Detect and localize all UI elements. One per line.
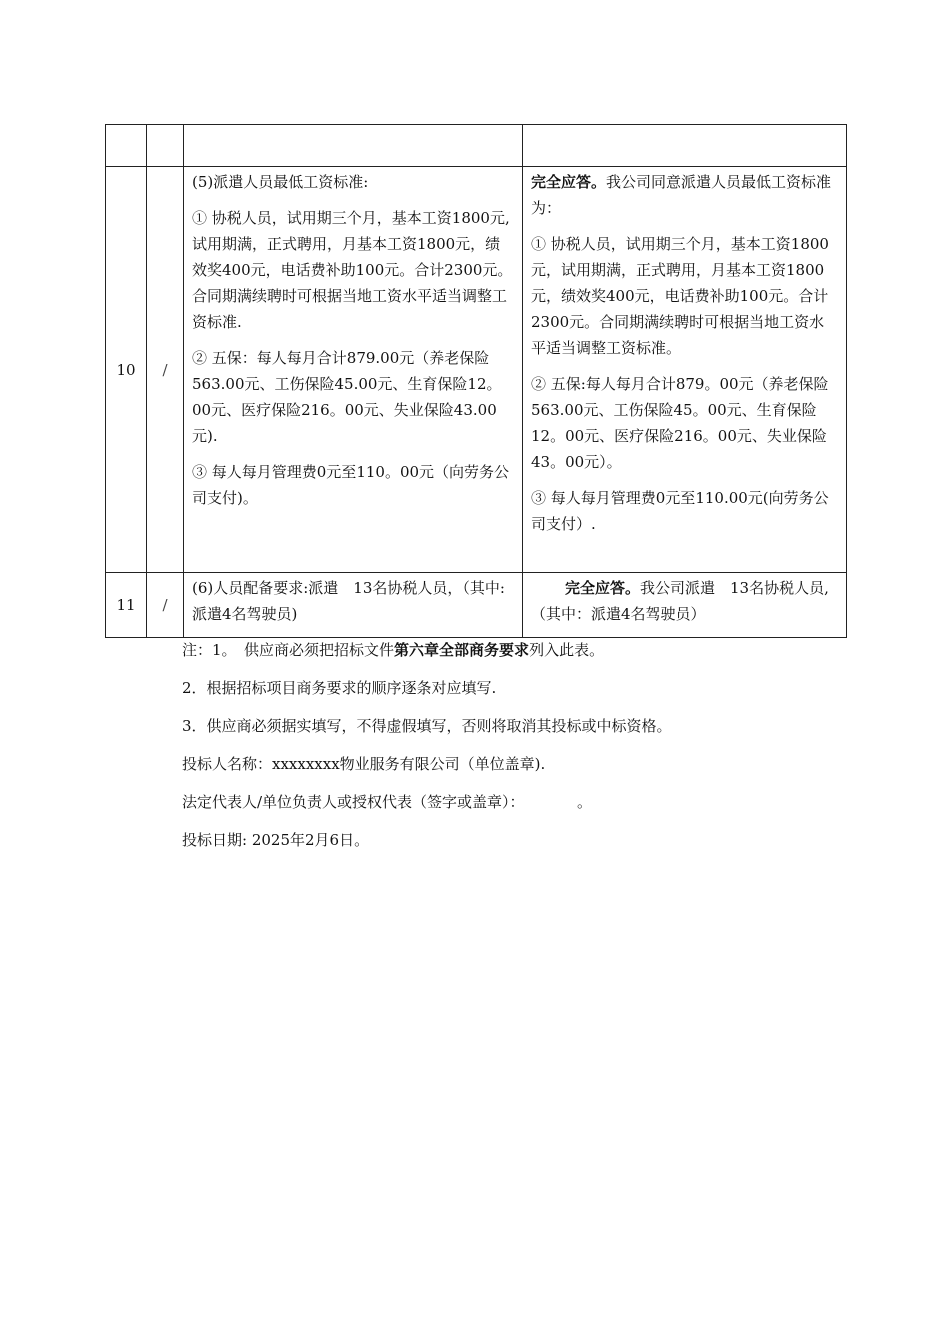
requirement-cell: [184, 167, 523, 573]
bidder-name: 投标人名称：xxxxxxxx物业服务有限公司（单位盖章).: [182, 755, 546, 773]
table-cell-empty: [106, 125, 147, 167]
response-lead-text: 我公司派遣 13名协税人员,（其中：派遣4名驾驶员）: [531, 579, 829, 623]
bid-date: 投标日期: 2025年2月6日。: [182, 831, 370, 849]
response-cell: [523, 573, 847, 638]
requirement-item-2: ② 五保：每人每月合计879.00元（养老保险563.00元、工伤保险45.00元、生育保险12。00元、医疗保险216。00元、失业保险43.00元).: [192, 349, 502, 445]
response-lead: [531, 169, 838, 221]
note-3: 3．供应商必须据实填写，不得虚假填写，否则将取消其投标或中标资格。: [182, 717, 672, 735]
note-2: 2．根据招标项目商务要求的顺序逐条对应填写.: [182, 679, 497, 697]
note-1: [182, 636, 842, 664]
table-cell-empty: [184, 125, 523, 167]
row-mark: /: [147, 573, 184, 638]
table-cell-empty: [147, 125, 184, 167]
row-number: 11: [106, 573, 147, 638]
requirement-item-3: ③ 每人每月管理费0元至110。00元（向劳务公司支付)。: [192, 463, 510, 507]
requirement-title: (5)派遣人员最低工资标准:: [192, 173, 369, 191]
note-1-suffix: 列入此表。: [529, 641, 605, 659]
table-row-blank: [106, 125, 847, 167]
row-number: 10: [106, 167, 147, 573]
response-item-3: ③ 每人每月管理费0元至110.00元(向劳务公司支付）.: [531, 489, 829, 533]
response-status: 完全应答。: [531, 173, 607, 191]
response-lead-text: 我公司同意派遣人员最低工资标准为：: [531, 173, 832, 217]
note-1-prefix: 注：1。 供应商必须把招标文件: [182, 641, 395, 659]
table-row-11: [106, 573, 847, 638]
note-1-emphasis: 第六章全部商务要求: [394, 641, 530, 659]
row-mark: /: [147, 167, 184, 573]
table-cell-empty: [523, 125, 847, 167]
requirement-item-1: (6)人员配备要求:派遣 13名协税人员，（其中:派遣4名驾驶员): [192, 579, 505, 623]
notes-section: [182, 636, 842, 864]
representative-signature-line: 法定代表人/单位负责人或授权代表（签字或盖章）： 。: [182, 793, 593, 811]
requirement-item-1: ① 协税人员，试用期三个月，基本工资1800元,试用期满，正式聘用，月基本工资1800元，绩效奖400元，电话费补助100元。合计2300元。合同期满续聘时可根据当地工资水平适当调整工资标准.: [192, 209, 513, 331]
response-item-1: ① 协税人员，试用期三个月，基本工资1800元，试用期满，正式聘用，月基本工资1800元，绩效奖400元，电话费补助100元。合计2300元。合同期满续聘时可根据当地工资水平适当调整工资标准。: [531, 235, 829, 357]
response-cell: [523, 167, 847, 573]
response-status: 完全应答。: [565, 579, 641, 597]
response-item-2: ② 五保:每人每月合计879。00元（养老保险563.00元、工伤保险45。00元、生育保险12。00元、医疗保险216。00元、失业保险43。00元）。: [531, 375, 829, 471]
table-row-10: [106, 167, 847, 573]
commercial-response-table: [105, 124, 847, 638]
response-lead: [531, 575, 838, 627]
requirement-cell: [184, 573, 523, 638]
